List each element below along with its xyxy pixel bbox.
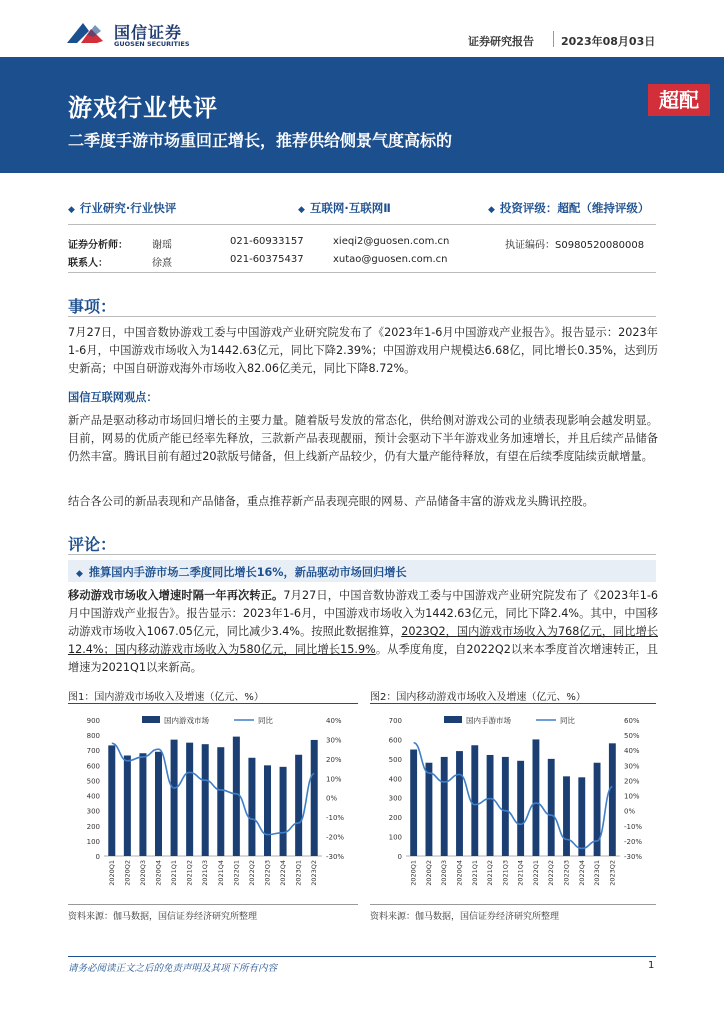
x-tick-label: 2021Q1	[170, 860, 179, 886]
x-tick-label: 2022Q4	[577, 860, 586, 886]
tag-rating: ◆ 投资评级：超配（维持评级）	[488, 201, 650, 215]
y-left-tick-label: 300	[388, 794, 402, 803]
y-left-tick-label: 300	[86, 807, 100, 816]
bar-2020Q3	[441, 757, 448, 856]
legend-bar-swatch	[142, 716, 160, 723]
bar-2023Q1	[295, 755, 302, 856]
x-tick-label: 2022Q1	[232, 860, 241, 886]
y-right-tick-label: -30%	[624, 853, 643, 861]
y-left-tick-label: 200	[388, 814, 402, 823]
report-date: 2023年08月03日	[561, 35, 656, 48]
x-tick-label: 2020Q1	[409, 860, 418, 886]
bar-2021Q2	[487, 755, 494, 856]
y-left-tick-label: 600	[86, 762, 100, 771]
bar-2021Q1	[171, 740, 178, 856]
divider	[370, 703, 656, 704]
y-right-tick-label: 40%	[326, 717, 342, 725]
tag-sector: ◆ 互联网·互联网Ⅱ	[298, 201, 391, 215]
bar-2020Q2	[425, 763, 432, 856]
bar-2020Q4	[155, 752, 162, 856]
events-heading: 事项：	[68, 297, 117, 316]
diamond-icon: ◆	[76, 569, 83, 579]
bar-2022Q3	[264, 765, 271, 856]
bar-2021Q3	[202, 744, 209, 856]
divider	[68, 904, 358, 905]
x-tick-label: 2023Q1	[593, 860, 602, 886]
y-left-tick-label: 900	[86, 717, 100, 725]
y-left-tick-label: 700	[388, 717, 402, 725]
x-tick-label: 2021Q1	[470, 860, 479, 886]
y-right-tick-label: 20%	[624, 777, 640, 786]
x-tick-label: 2020Q3	[440, 860, 449, 886]
y-right-tick-label: -10%	[624, 822, 643, 831]
bar-2022Q4	[578, 777, 585, 856]
divider	[68, 272, 656, 273]
contact-phone: 021-60375437	[230, 254, 304, 265]
x-tick-label: 2020Q4	[154, 860, 163, 886]
bar-2021Q1	[471, 745, 478, 856]
bar-2022Q1	[233, 737, 240, 856]
x-tick-label: 2022Q1	[531, 860, 540, 886]
x-tick-label: 2023Q2	[310, 860, 319, 886]
y-left-tick-label: 100	[86, 837, 100, 846]
bar-2021Q4	[517, 761, 524, 856]
diamond-icon: ◆	[488, 205, 495, 215]
divider	[370, 904, 656, 905]
y-right-tick-label: -10%	[326, 814, 345, 823]
legend-bar-label: 国内手游市场	[466, 716, 511, 725]
x-tick-label: 2021Q3	[501, 860, 510, 886]
x-tick-label: 2021Q4	[516, 860, 525, 886]
y-right-tick-label: -30%	[326, 853, 345, 861]
y-left-tick-label: 700	[86, 747, 100, 756]
y-right-tick-label: 20%	[326, 755, 342, 764]
analyst-phone: 021-60933157	[230, 236, 304, 247]
view-paragraph: 新产品是驱动移动市场回归增长的主要力量。随着版号发放的常态化，供给侧对游戏公司的业绩表现影响会越发明显。目前，网易的优质产能已经率先释放，三款新产品表现靓丽，预计会驱动下半年游戏业务加速增长，并且后续产品储备仍然丰富。腾讯目前有超过20款版号储备，但上线新产品较少，仍有大量产能待释放，有望在后续季度陆续贡献增量。	[68, 414, 658, 463]
recommendation-paragraph: 结合各公司的新品表现和产品储备，重点推荐新产品表现亮眼的网易、产品储备丰富的游戏龙头腾讯控股。	[68, 495, 594, 508]
bar-2020Q3	[139, 753, 146, 856]
analyst-cert: 执证编码：S0980520080008	[505, 240, 645, 251]
bar-2022Q2	[548, 759, 555, 856]
diamond-icon: ◆	[298, 205, 305, 215]
guosen-logo-icon	[67, 21, 107, 47]
x-tick-label: 2022Q4	[279, 860, 288, 886]
y-left-tick-label: 400	[388, 775, 402, 784]
x-tick-label: 2023Q1	[294, 860, 303, 886]
bar-2020Q1	[410, 750, 417, 856]
figure1-title: 图1：国内游戏市场收入及增速（亿元、%）	[68, 692, 264, 703]
x-tick-label: 2022Q3	[562, 860, 571, 886]
x-tick-label: 2022Q2	[547, 860, 556, 886]
analyst-role: 证券分析师：	[68, 240, 128, 251]
y-right-tick-label: 0%	[326, 794, 338, 803]
legend-line-label: 同比	[560, 716, 575, 725]
x-tick-label: 2022Q3	[263, 860, 272, 886]
x-tick-label: 2020Q1	[107, 860, 116, 886]
x-tick-label: 2020Q2	[424, 860, 433, 886]
chart-domestic-game-revenue	[68, 706, 358, 902]
x-tick-label: 2021Q2	[486, 860, 495, 886]
y-left-tick-label: 200	[86, 822, 100, 831]
legend-bar-swatch	[444, 716, 462, 723]
x-tick-label: 2021Q2	[185, 860, 194, 886]
analyst-name: 谢瑶	[152, 240, 172, 251]
footer-disclaimer[interactable]: 请务必阅读正文之后的免责声明及其项下所有内容	[68, 963, 278, 974]
figure1-source: 资料来源：伽马数据，国信证券经济研究所整理	[68, 912, 258, 922]
header-divider	[553, 31, 554, 47]
analyst-email[interactable]: xieqi2@guosen.com.cn	[333, 236, 450, 247]
bar-2021Q2	[186, 743, 193, 856]
divider	[68, 554, 656, 555]
report-subtitle: 二季度手游市场重回正增长，推荐供给侧景气度高标的	[68, 131, 453, 150]
legend-line-label: 同比	[258, 716, 273, 725]
y-left-tick-label: 600	[388, 736, 402, 745]
legend-bar-label: 国内游戏市场	[164, 716, 209, 725]
comments-heading: 评论：	[68, 535, 117, 554]
y-right-tick-label: -20%	[624, 837, 643, 846]
figure2-title: 图2：国内移动游戏市场收入及增速（亿元、%）	[370, 692, 586, 703]
y-right-tick-label: 60%	[624, 717, 640, 725]
y-left-tick-label: 500	[86, 777, 100, 786]
bar-2020Q2	[124, 756, 131, 856]
report-type: 证券研究报告	[468, 35, 534, 48]
page-number: 1	[648, 960, 655, 971]
brand-name-en: GUOSEN SECURITIES	[114, 40, 190, 48]
y-right-tick-label: -20%	[326, 833, 345, 842]
chart-mobile-game-revenue	[370, 706, 656, 902]
bar-2020Q4	[456, 751, 463, 856]
tag-industry: ◆ 行业研究·行业快评	[68, 201, 177, 215]
bar-2022Q3	[563, 776, 570, 856]
x-tick-label: 2021Q3	[201, 860, 210, 886]
bar-2023Q2	[609, 743, 616, 856]
y-right-tick-label: 30%	[326, 736, 342, 745]
brand-name: 国信证券	[114, 23, 183, 42]
x-tick-label: 2020Q3	[138, 860, 147, 886]
x-tick-label: 2021Q4	[216, 860, 225, 886]
x-tick-label: 2020Q4	[455, 860, 464, 886]
y-right-tick-label: 10%	[624, 792, 640, 801]
y-right-tick-label: 30%	[624, 762, 640, 771]
bar-2021Q4	[217, 747, 224, 856]
y-left-tick-label: 0	[397, 853, 402, 861]
y-right-tick-label: 10%	[326, 775, 342, 784]
events-paragraph: 7月27日，中国音数协游戏工委与中国游戏产业研究院发布了《2023年1-6月中国游戏产业报告》。报告显示：2023年1-6月，中国游戏市场收入为1442.63亿元，同比下降2.39%；中国游戏用户规模达6.68亿，同比增长0.35%，达到历史新高；中国自研游戏海外市场收入82.06亿美元，同比下降8.72%。	[68, 326, 658, 375]
view-heading: 国信互联网观点：	[68, 391, 158, 404]
bar-2022Q4	[280, 767, 287, 856]
footer-divider	[68, 956, 656, 957]
bar-2022Q2	[248, 758, 255, 856]
divider	[68, 703, 358, 704]
rating-badge: 超配	[648, 84, 710, 116]
x-tick-label: 2022Q2	[247, 860, 256, 886]
y-right-tick-label: 50%	[624, 732, 640, 741]
y-left-tick-label: 100	[388, 833, 402, 842]
comments-paragraph: 移动游戏市场收入增速时隔一年再次转正。7月27日，中国音数协游戏工委与中国游戏产业研究院发布了《2023年1-6月中国游戏产业报告》。报告显示：2023年1-6月，中国游戏市场收入为1442.63亿元，同比下降2.4%。其中，中国移动游戏市场收入1067.05亿元，同比减少3.4%。按照此数据推算，2023Q2，国内游戏市场收入为768亿元，同比增长12.4%；国内移动游戏市场收入为580亿元，同比增长15.9%。从季度角度，自2022Q2以来本季度首次增速转正，且增速为2021Q1以来新高。	[68, 589, 659, 674]
x-tick-label: 2020Q2	[123, 860, 132, 886]
bar-2021Q3	[502, 757, 509, 856]
y-left-tick-label: 0	[95, 853, 100, 861]
y-right-tick-label: 40%	[624, 747, 640, 756]
bar-2023Q2	[311, 740, 318, 856]
contact-email[interactable]: xutao@guosen.com.cn	[333, 254, 448, 265]
contact-role: 联系人：	[68, 258, 108, 269]
y-left-tick-label: 800	[86, 732, 100, 741]
y-right-tick-label: 0%	[624, 807, 636, 816]
report-title: 游戏行业快评	[68, 94, 218, 122]
y-left-tick-label: 500	[388, 755, 402, 764]
key-point: ◆ 推算国内手游市场二季度同比增长16%，新品驱动市场回归增长	[76, 566, 407, 579]
x-tick-label: 2023Q2	[608, 860, 617, 886]
bar-2022Q1	[532, 739, 539, 856]
divider	[68, 224, 656, 225]
y-left-tick-label: 400	[86, 792, 100, 801]
bar-2020Q1	[108, 745, 115, 856]
divider	[68, 316, 656, 317]
contact-name: 徐熹	[152, 258, 172, 269]
diamond-icon: ◆	[68, 205, 75, 215]
figure2-source: 资料来源：伽马数据，国信证券经济研究所整理	[370, 912, 560, 922]
